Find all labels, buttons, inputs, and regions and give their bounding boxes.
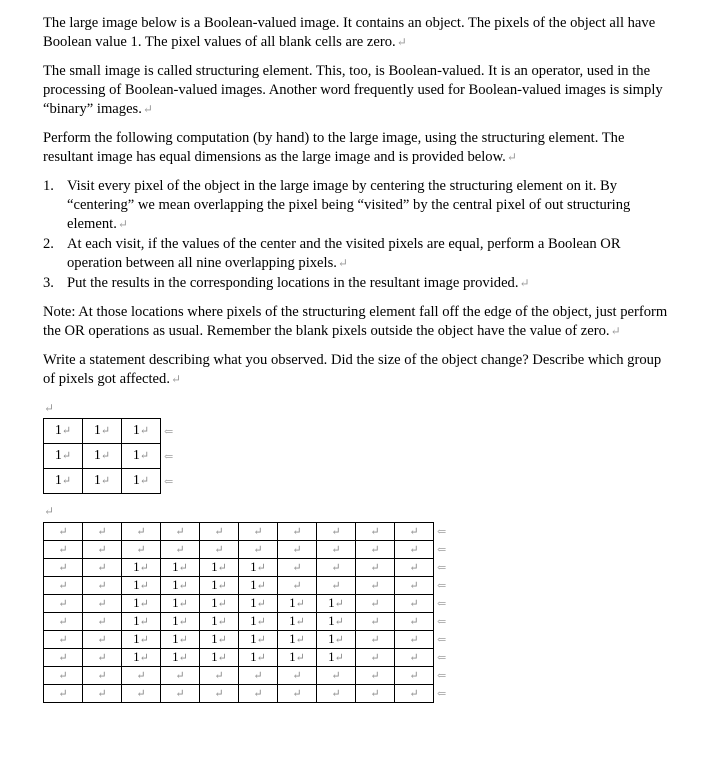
pixel-cell [395,631,434,649]
pixel-cell [356,577,395,595]
pixel-cell [122,541,161,559]
cell-end-mark: ↵ [139,616,149,628]
cell-end-mark: ↵ [97,652,107,664]
cell-end-mark: ↵ [256,616,266,628]
pixel-value: 1 [250,613,257,628]
pixel-cell [122,631,161,649]
cell-end-mark: ↵ [370,616,380,628]
table-row [44,631,434,649]
pixel-value: 1 [250,559,257,574]
cell-end-mark: ↵ [409,652,419,664]
cell-end-mark: ↵ [178,562,188,574]
cell-end-mark: ↵ [217,652,227,664]
table-row [44,577,434,595]
pixel-cell [356,649,395,667]
pixel-cell [239,649,278,667]
pixel-cell [122,523,161,541]
pixel-cell [44,559,83,577]
instruction-paragraph: Perform the following computation (by hand) to the large image, using the structuring element. The resultant image has equal dimensions as the large image and is provided below.↵ [43,130,625,165]
pixel-value: 1 [289,613,296,628]
pixel-cell [317,613,356,631]
pixel-cell [122,667,161,685]
pixel-cell [44,523,83,541]
pixel-cell [83,541,122,559]
pixel-cell [356,595,395,613]
cell-end-mark: ↵ [409,670,419,682]
pixel-cell [278,541,317,559]
cell-end-mark: ↵ [331,580,341,592]
pixel-cell [200,559,239,577]
pixel-cell [83,523,122,541]
cell-end-mark: ↵ [370,526,380,538]
pixel-cell [83,595,122,613]
cell-end-mark: ↵ [331,526,341,538]
cell-end-mark: ↵ [97,634,107,646]
pixel-value: 1 [211,577,218,592]
cell-end-mark: ↵ [217,580,227,592]
cell-end-mark: ↵ [58,544,68,556]
table-row [44,541,434,559]
table-row [44,469,161,494]
pixel-value: 1 [250,577,257,592]
cell-end-mark: ↵ [295,616,305,628]
pixel-cell [122,685,161,703]
pixel-cell [278,631,317,649]
pixel-cell [44,667,83,685]
cell-end-mark: ↵ [253,526,263,538]
cell-end-mark: ↵ [175,544,185,556]
pixel-cell [161,613,200,631]
cell-end-mark: ↵ [217,616,227,628]
row-end-mark: ⇐ [437,670,447,682]
note-paragraph: Note: At those locations where pixels of the structuring element fall off the edge of the object, just perform the OR operations as usual. Remember the blank pixels outside the object have the value of zero.↵ [43,304,668,339]
pixel-cell [44,613,83,631]
cell-end-mark: ↵ [97,580,107,592]
pixel-cell [317,667,356,685]
pixel-cell [278,613,317,631]
cell-end-mark: ↵ [61,475,72,487]
pixel-cell [200,577,239,595]
pixel-value: 1 [289,595,296,610]
row-end-mark: ⇐ [437,652,447,664]
pixel-cell [239,523,278,541]
pixel-cell [278,577,317,595]
pixel-value: 1 [133,595,140,610]
cell-end-mark: ↵ [409,598,419,610]
pixel-cell [200,541,239,559]
structuring-element-paragraph: The small image is called structuring element. This, too, is Boolean-valued. It is an operator, used in the processing of Boolean-valued images. Another word frequently used for Boolean-valued images is simply “binary” images.↵ [43,63,663,117]
cell-end-mark: ↵ [100,425,111,437]
cell-end-mark: ↵ [178,598,188,610]
row-end-mark: ⇐ [164,425,174,438]
cell-end-mark: ↵ [217,562,227,574]
cell-end-mark: ↵ [97,616,107,628]
cell-end-mark: ↵ [97,688,107,700]
pixel-cell [161,523,200,541]
cell-end-mark: ↵ [214,670,224,682]
cell-end-mark: ↵ [58,634,68,646]
pixel-cell [200,649,239,667]
pixel-cell [317,559,356,577]
pixel-cell [44,685,83,703]
cell-end-mark: ↵ [292,688,302,700]
cell-end-mark: ↵ [136,544,146,556]
pixel-value: 1 [250,631,257,646]
pixel-value: 1 [132,448,140,463]
pixel-cell [44,631,83,649]
cell-end-mark: ↵ [178,634,188,646]
cell-end-mark: ↵ [97,562,107,574]
table-row [44,559,434,577]
cell-end-mark: ↵ [295,634,305,646]
cell-end-mark: ↵ [214,526,224,538]
pixel-value: 1 [133,559,140,574]
cell-end-mark: ↵ [331,562,341,574]
cell-end-mark: ↵ [409,562,419,574]
pixel-value: 1 [328,613,335,628]
pixel-cell [161,559,200,577]
pixel-value: 1 [211,613,218,628]
pixel-cell [44,541,83,559]
steps-list [43,177,673,293]
cell-end-mark: ↵ [253,670,263,682]
cell-end-mark: ↵ [370,652,380,664]
empty-paragraph: ↵ [44,401,55,415]
cell-end-mark: ↵ [292,544,302,556]
cell-end-mark: ↵ [409,634,419,646]
table-row [44,595,434,613]
pixel-value: 1 [172,577,179,592]
pixel-cell [356,613,395,631]
pixel-cell [317,541,356,559]
pixel-value: 1 [328,631,335,646]
cell-end-mark: ↵ [253,688,263,700]
pixel-cell [278,559,317,577]
cell-end-mark: ↵ [334,634,344,646]
pixel-cell [44,577,83,595]
cell-end-mark: ↵ [331,544,341,556]
pixel-cell [395,685,434,703]
pixel-cell [122,419,161,444]
pixel-value: 1 [289,649,296,664]
cell-end-mark: ↵ [139,580,149,592]
pixel-cell [239,577,278,595]
pixel-cell [317,523,356,541]
pixel-cell [395,541,434,559]
document-body [43,14,673,709]
cell-end-mark: ↵ [334,616,344,628]
cell-end-mark: ↵ [292,526,302,538]
cell-end-mark: ↵ [214,544,224,556]
pixel-cell [161,631,200,649]
cell-end-mark: ↵ [295,598,305,610]
table-row [44,685,434,703]
pixel-cell [83,667,122,685]
cell-end-mark: ↵ [139,652,149,664]
cell-end-mark: ↵ [292,580,302,592]
pixel-value: 1 [133,613,140,628]
row-end-mark: ⇐ [437,580,447,592]
pixel-value: 1 [133,631,140,646]
cell-end-mark: ↵ [58,598,68,610]
cell-end-mark: ↵ [370,562,380,574]
pixel-cell [395,559,434,577]
cell-end-mark: ↵ [256,652,266,664]
cell-end-mark: ↵ [175,670,185,682]
row-end-mark: ⇐ [164,450,174,463]
pixel-cell [395,523,434,541]
pixel-cell [122,613,161,631]
cell-end-mark: ↵ [295,652,305,664]
cell-end-mark: ↵ [292,562,302,574]
cell-end-mark: ↵ [409,616,419,628]
cell-end-mark: ↵ [370,688,380,700]
cell-end-mark: ↵ [256,634,266,646]
cell-end-mark: ↵ [97,598,107,610]
pixel-cell [356,523,395,541]
pixel-cell [317,685,356,703]
cell-end-mark: ↵ [334,598,344,610]
pixel-value: 1 [172,559,179,574]
cell-end-mark: ↵ [256,562,266,574]
structuring-element-table [43,418,174,494]
pixel-cell [356,667,395,685]
cell-end-mark: ↵ [370,634,380,646]
row-end-mark: ⇐ [437,526,447,538]
pixel-cell [395,667,434,685]
pixel-value: 1 [54,473,62,488]
pixel-cell [200,631,239,649]
pixel-cell [122,577,161,595]
cell-end-mark: ↵ [217,634,227,646]
cell-end-mark: ↵ [409,688,419,700]
pixel-cell [239,541,278,559]
pixel-value: 1 [93,423,101,438]
cell-end-mark: ↵ [334,652,344,664]
cell-end-mark: ↵ [178,580,188,592]
pixel-cell [395,649,434,667]
pixel-cell [239,595,278,613]
cell-end-mark: ↵ [253,544,263,556]
cell-end-mark: ↵ [136,688,146,700]
cell-end-mark: ↵ [409,544,419,556]
cell-end-mark: ↵ [139,450,150,462]
cell-end-mark: ↵ [58,580,68,592]
cell-end-mark: ↵ [139,425,150,437]
pixel-cell [200,523,239,541]
cell-end-mark: ↵ [409,526,419,538]
table-row [44,667,434,685]
pixel-cell [200,667,239,685]
pixel-value: 1 [289,631,296,646]
pixel-cell [44,419,83,444]
pixel-value: 1 [172,649,179,664]
cell-end-mark: ↵ [58,526,68,538]
pixel-cell [161,685,200,703]
pixel-value: 1 [133,577,140,592]
cell-end-mark: ↵ [139,475,150,487]
pixel-cell [83,577,122,595]
row-end-mark: ⇐ [437,616,447,628]
pixel-cell [161,649,200,667]
pixel-value: 1 [211,595,218,610]
pixel-value: 1 [132,423,140,438]
cell-end-mark: ↵ [58,562,68,574]
pixel-cell [239,559,278,577]
pixel-value: 1 [172,631,179,646]
cell-end-mark: ↵ [97,670,107,682]
pixel-value: 1 [328,649,335,664]
cell-end-mark: ↵ [370,670,380,682]
pixel-value: 1 [54,423,62,438]
pixel-cell [83,444,122,469]
cell-end-mark: ↵ [370,580,380,592]
row-end-mark: ⇐ [437,634,447,646]
pixel-cell [122,595,161,613]
cell-end-mark: ↵ [61,450,72,462]
pixel-cell [83,685,122,703]
pixel-value: 1 [211,649,218,664]
pixel-cell [239,685,278,703]
pixel-value: 1 [211,559,218,574]
cell-end-mark: ↵ [58,688,68,700]
cell-end-mark: ↵ [292,670,302,682]
pixel-cell [278,649,317,667]
pixel-cell [239,667,278,685]
pixel-cell [44,444,83,469]
table-row [44,613,434,631]
pixel-cell [200,613,239,631]
list-item: 1. Visit every pixel of the object in the large image by centering the structuring element on it. By “centering” we mean overlapping the pixel being “visited” by the central pixel of out structuring element.↵ [43,178,631,232]
table-row [44,523,434,541]
list-item: 2. At each visit, if the values of the center and the visited pixels are equal, perform a Boolean OR operation between all nine overlapping pixels.↵ [43,236,621,271]
pixel-cell [44,649,83,667]
pixel-cell [83,649,122,667]
empty-paragraph: ↵ [44,504,55,518]
pixel-cell [317,577,356,595]
cell-end-mark: ↵ [58,670,68,682]
cell-end-mark: ↵ [256,580,266,592]
row-end-mark: ⇐ [437,544,447,556]
cell-end-mark: ↵ [139,634,149,646]
pixel-cell [278,523,317,541]
cell-end-mark: ↵ [409,580,419,592]
cell-end-mark: ↵ [136,526,146,538]
pixel-cell [83,559,122,577]
pixel-cell [122,649,161,667]
cell-end-mark: ↵ [256,598,266,610]
pixel-value: 1 [93,473,101,488]
pixel-cell [122,469,161,494]
cell-end-mark: ↵ [97,544,107,556]
table-row [44,419,161,444]
pixel-cell [356,631,395,649]
pixel-cell [317,649,356,667]
row-end-mark: ⇐ [437,562,447,574]
pixel-cell [161,595,200,613]
pixel-cell [161,667,200,685]
row-end-mark: ⇐ [437,598,447,610]
cell-end-mark: ↵ [139,562,149,574]
pixel-cell [356,685,395,703]
cell-end-mark: ↵ [100,475,111,487]
question-paragraph: Write a statement describing what you observed. Did the size of the object change? Describe which group of pixels got affected.↵ [43,352,662,387]
pixel-cell [83,631,122,649]
pixel-cell [83,469,122,494]
pixel-cell [161,541,200,559]
table-row [44,444,161,469]
pixel-cell [278,685,317,703]
cell-end-mark: ↵ [370,544,380,556]
pixel-cell [356,541,395,559]
pixel-cell [278,595,317,613]
cell-end-mark: ↵ [100,450,111,462]
pixel-cell [395,577,434,595]
pixel-cell [122,444,161,469]
cell-end-mark: ↵ [217,598,227,610]
cell-end-mark: ↵ [178,652,188,664]
cell-end-mark: ↵ [175,526,185,538]
cell-end-mark: ↵ [61,425,72,437]
pixel-cell [239,631,278,649]
pixel-value: 1 [250,595,257,610]
pixel-cell [395,595,434,613]
cell-end-mark: ↵ [58,616,68,628]
pixel-cell [200,685,239,703]
pixel-value: 1 [250,649,257,664]
pixel-cell [356,559,395,577]
pixel-value: 1 [132,473,140,488]
pixel-cell [83,419,122,444]
pixel-cell [278,667,317,685]
cell-end-mark: ↵ [331,688,341,700]
pixel-cell [395,613,434,631]
cell-end-mark: ↵ [139,598,149,610]
intro-paragraph: The large image below is a Boolean-valued image. It contains an object. The pixels of the object all have Boolean value 1. The pixel values of all blank cells are zero.↵ [43,15,656,50]
large-image-table [43,522,447,703]
pixel-cell [44,595,83,613]
cell-end-mark: ↵ [370,598,380,610]
row-end-mark: ⇐ [437,688,447,700]
pixel-value: 1 [328,595,335,610]
cell-end-mark: ↵ [331,670,341,682]
pixel-cell [200,595,239,613]
pixel-value: 1 [211,631,218,646]
cell-end-mark: ↵ [58,652,68,664]
pixel-value: 1 [133,649,140,664]
pixel-cell [122,559,161,577]
pixel-cell [317,595,356,613]
cell-end-mark: ↵ [175,688,185,700]
pixel-cell [239,613,278,631]
pixel-value: 1 [172,613,179,628]
cell-end-mark: ↵ [214,688,224,700]
pixel-cell [161,577,200,595]
row-end-mark: ⇐ [164,475,174,488]
pixel-cell [317,631,356,649]
pixel-value: 1 [172,595,179,610]
pixel-cell [83,613,122,631]
pixel-cell [44,469,83,494]
cell-end-mark: ↵ [178,616,188,628]
pixel-value: 1 [93,448,101,463]
pixel-value: 1 [54,448,62,463]
table-row [44,649,434,667]
cell-end-mark: ↵ [97,526,107,538]
list-item: 3. Put the results in the corresponding locations in the resultant image provided.↵ [43,275,530,291]
cell-end-mark: ↵ [136,670,146,682]
